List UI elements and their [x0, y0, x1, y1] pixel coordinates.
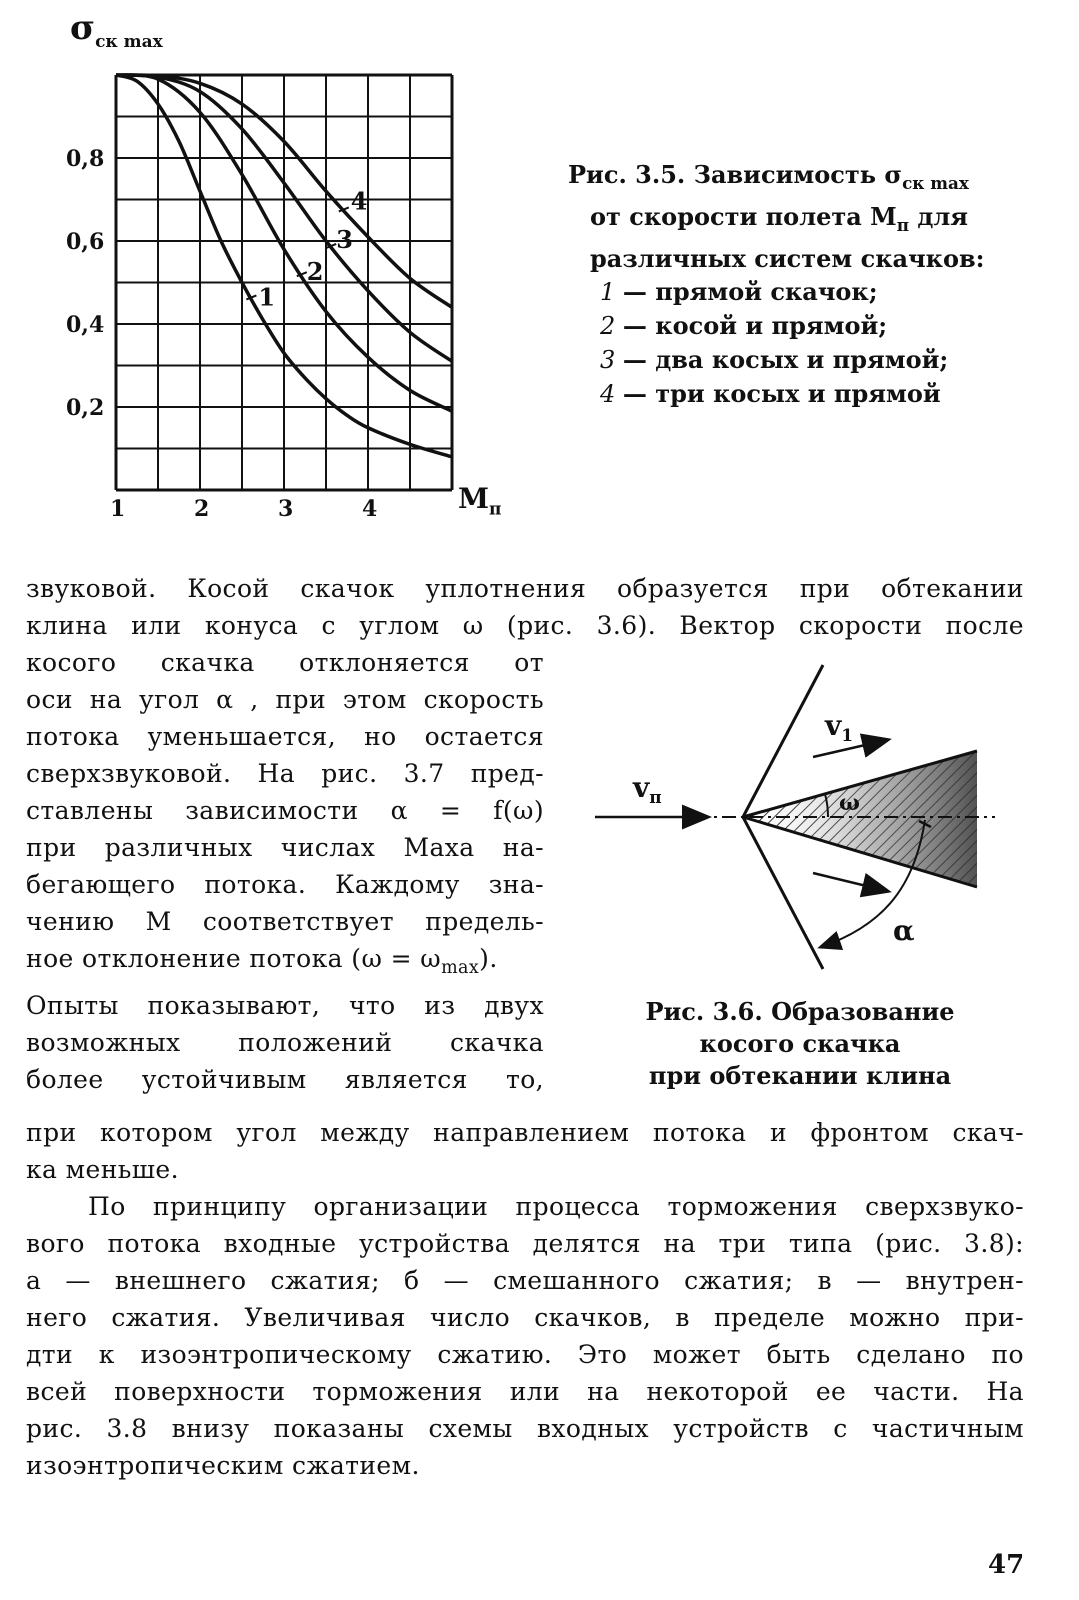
- chart-labels: [66, 146, 377, 522]
- legend-text: — два косых и прямой;: [622, 344, 949, 374]
- legend-text: — прямой скачок;: [622, 276, 878, 306]
- text-line: при котором угол между направлением потока и фронтом скач-: [26, 1118, 1024, 1147]
- text-line-part: ное отклонение потока (ω = ω: [26, 944, 442, 973]
- caption-title-line: [568, 158, 1008, 200]
- y-tick-label: 0,6: [66, 229, 105, 255]
- text-line: потока уменьшается, но остается: [26, 722, 544, 751]
- legend-text: — три косых и прямой: [622, 378, 941, 408]
- legend-number: 1: [600, 277, 623, 306]
- y-axis-symbol: σ: [70, 8, 96, 48]
- text-line: сверхзвуковой. На рис. 3.7 пред-: [26, 759, 544, 788]
- y-tick-label: 0,4: [66, 312, 105, 338]
- legend-item-2: [600, 309, 1008, 343]
- caption-title: Рис. 3.5. Зависимость σ: [568, 160, 903, 189]
- caption-line: косого скачка: [699, 1029, 901, 1058]
- caption-line-2-end: для: [909, 201, 969, 231]
- legend-text: — косой и прямой;: [622, 310, 888, 340]
- curve-label-3: 3: [336, 224, 353, 254]
- text-line: клина или конуса с углом ω (рис. 3.6). Вектор скорости после: [26, 611, 1024, 640]
- caption-line-2: [568, 200, 1008, 242]
- paragraph-3: [26, 1188, 1024, 1484]
- x-axis-subscript: п: [489, 499, 502, 520]
- lower-shock-front: [743, 817, 823, 969]
- x-tick-label: 3: [278, 496, 294, 522]
- text-line-omega-max: [26, 940, 544, 987]
- page-number: 47: [988, 1550, 1025, 1580]
- label-alpha: α: [893, 914, 915, 947]
- upper-shock-front: [743, 665, 823, 817]
- legend-item-3: [600, 343, 1008, 377]
- text-line: звуковой. Косой скачок уплотнения образуется при обтекании: [26, 574, 1024, 603]
- text-line: По принципу организации процесса торможения сверхзвуко-: [88, 1192, 1024, 1221]
- x-tick-label: 2: [194, 496, 210, 522]
- x-axis-symbol: M: [458, 482, 489, 515]
- figure-3-6-diagram: [585, 655, 1045, 985]
- legend-number: 4: [600, 379, 623, 408]
- y-axis-label: [70, 8, 163, 52]
- label-v1: $v_1$: [825, 709, 854, 746]
- text-line: ставлены зависимости α = f(ω): [26, 796, 544, 825]
- y-tick-label: 0,2: [66, 395, 105, 421]
- y-axis-subscript: ск max: [95, 31, 163, 52]
- legend-item-4: [600, 377, 1008, 411]
- figure-3-6-caption: [610, 996, 990, 1092]
- label-omega: ω: [839, 790, 860, 816]
- text-line: изоэнтропическим сжатием.: [26, 1451, 420, 1480]
- text-line: вого потока входные устройства делятся на три типа (рис. 3.8):: [26, 1229, 1024, 1258]
- left-column-text: [26, 644, 544, 1098]
- text-line: а — внешнего сжатия; б — смешанного сжатия; в — внутрен-: [26, 1266, 1024, 1295]
- caption-line: при обтекании клина: [648, 1061, 952, 1090]
- curve-label-2: 2: [306, 257, 324, 287]
- caption-legend: [568, 275, 1008, 411]
- omega-max-sub: max: [441, 958, 480, 978]
- text-line: бегающего потока. Каждому зна-: [26, 870, 544, 899]
- omega-max-end: ).: [479, 944, 498, 973]
- text-line: ка меньше.: [26, 1155, 179, 1184]
- text-line: оси на угол α , при этом скорость: [26, 685, 544, 714]
- text-line: при различных числах Маха на-: [26, 833, 544, 862]
- text-line: дти к изоэнтропическому сжатию. Это может быть сделано по: [26, 1340, 1024, 1369]
- caption-line-3: различных систем скачков:: [590, 243, 985, 273]
- text-line: всей поверхности торможения или на некоторой ее части. На: [26, 1377, 1024, 1406]
- text-line: косого скачка отклоняется от: [26, 648, 544, 677]
- text-line: Опыты показывают, что из двух: [26, 991, 544, 1020]
- lower-velocity-arrow: [813, 873, 887, 891]
- y-tick-label: 0,8: [66, 146, 105, 172]
- curve-label-4: 4: [350, 186, 368, 216]
- caption-line-2-text: от скорости полета M: [590, 201, 897, 231]
- caption-title-sub: ск max: [902, 172, 969, 193]
- x-axis-label: [458, 482, 501, 520]
- curve-label-1: 1: [258, 282, 276, 312]
- paragraph-1: [26, 570, 1024, 644]
- wedge-shading: [743, 751, 977, 887]
- caption-line-2-sub: п: [896, 214, 910, 235]
- chart-grid: [116, 75, 452, 490]
- legend-number: 3: [600, 345, 623, 374]
- text-line: более устойчивым является то,: [26, 1065, 544, 1094]
- x-tick-label: 1: [110, 496, 126, 522]
- paragraph-2: [26, 1114, 1024, 1188]
- text-line: чению М соответствует предель-: [26, 907, 544, 936]
- text-line: рис. 3.8 внизу показаны схемы входных устройств с частичным: [26, 1414, 1024, 1443]
- legend-item-1: [600, 275, 1008, 309]
- legend-number: 2: [600, 311, 623, 340]
- figure-3-5-caption: [568, 158, 1008, 411]
- caption-line: Рис. 3.6. Образование: [645, 997, 955, 1026]
- label-vn: $v_п$: [633, 771, 662, 808]
- x-tick-label: 4: [362, 496, 378, 522]
- text-line: возможных положений скачка: [26, 1028, 544, 1057]
- text-line: него сжатия. Увеличивая число скачков, в пределе можно при-: [26, 1303, 1024, 1332]
